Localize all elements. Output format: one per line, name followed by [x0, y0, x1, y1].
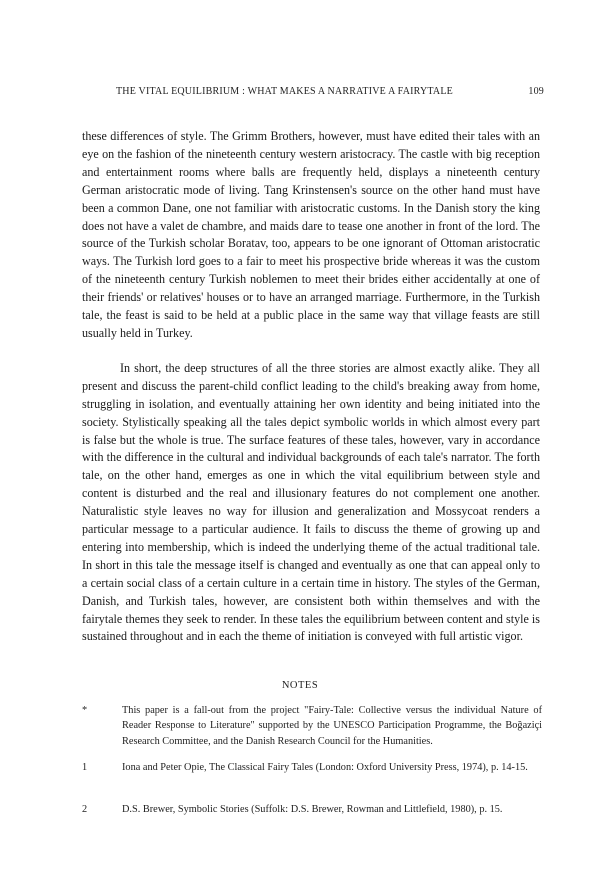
notes-heading: NOTES [281, 680, 319, 691]
body-paragraph: In short, the deep structures of all the three stories are almost exactly alike. They all present and discuss the parent-child conflict leading to the child's breaking away from home, struggling in isolation, and eventually attaining her own identity and being initiated into the society. Stylistically speaking all the tales depict symbolic worlds in which almost every part is false but the whole is true. The surface features of these tales, however, vary in accordance with the difference in the cultural and individual backgrounds of each tale's narrator. The forth tale, on the other hand, emerges as one in which the vital equilibrium between style and content is disturbed and the real and illusionary features do not complement one another. Naturalistic style leaves no way for illusion and generalization and Mossycoat renders a particular message to a particular audience. It fails to discuss the theme of growing up and entering into membership, which is indeed the underlying theme of the actual traditional tale. In short in this tale the message itself is changed and eventually as one that can appeal only to a certain social class of a certain culture in a certain time in history. The styles of the German, Danish, and Turkish tales, however, are consistent both within themselves and with the fairytale themes they seek to render. In these tales the equilibrium between content and style is sustained throughout and in each the theme of initiation is conveyed with full artistic vigor. [82, 360, 540, 644]
footnote-mark: 1 [82, 762, 88, 773]
footnote [82, 802, 542, 817]
footnote-mark: 2 [82, 804, 88, 815]
footnote-text: Iona and Peter Opie, The Classical Fairy Tales (London: Oxford University Press, 1974), p. 14-15. [122, 762, 528, 773]
footnote-mark: * [82, 705, 88, 716]
footnote [82, 703, 542, 749]
footnote-text: D.S. Brewer, Symbolic Stories (Suffolk: D.S. Brewer, Rowman and Littlefield, 1980), p. 15. [122, 804, 503, 815]
body-text [82, 128, 540, 646]
footnote [82, 760, 542, 775]
footnote-text: This paper is a fall-out from the project "Fairy-Tale: Collective versus the individual Nature of Reader Response to Literature" supported by the UNESCO Participation Programme, the Boğaziçi Research Committee, and the Danish Research Council for the Humanities. [122, 705, 542, 747]
running-head-title: THE VITAL EQUILIBRIUM : WHAT MAKES A NARRATIVE A FAIRYTALE [116, 86, 453, 97]
page-number: 109 [528, 86, 544, 97]
body-paragraph: these differences of style. The Grimm Brothers, however, must have edited their tales with an eye on the fashion of the nineteenth century western aristocracy. The castle with big reception and entertainment rooms where balls are frequently held, displays a nineteenth century German aristocratic mode of living. Tang Krinstensen's source on the other hand must have been a common Dane, one not familiar with aristocratic customs. In the Danish story the king does not have a valet de chambre, and maids dare to tease one another in front of the lord. The source of the Turkish scholar Boratav, too, appears to be one ignorant of Ottoman aristocratic ways. The Turkish lord goes to a fair to meet his prospective bride whereas it was the custom of the nineteenth century Turkish noblemen to meet their brides either accidentally at one of their friends' or relatives' houses or to have an arranged marriage. Furthermore, in the Turkish tale, the feast is said to be held at a public place in the same way that village feasts are still usually held in Turkey. [82, 129, 540, 340]
